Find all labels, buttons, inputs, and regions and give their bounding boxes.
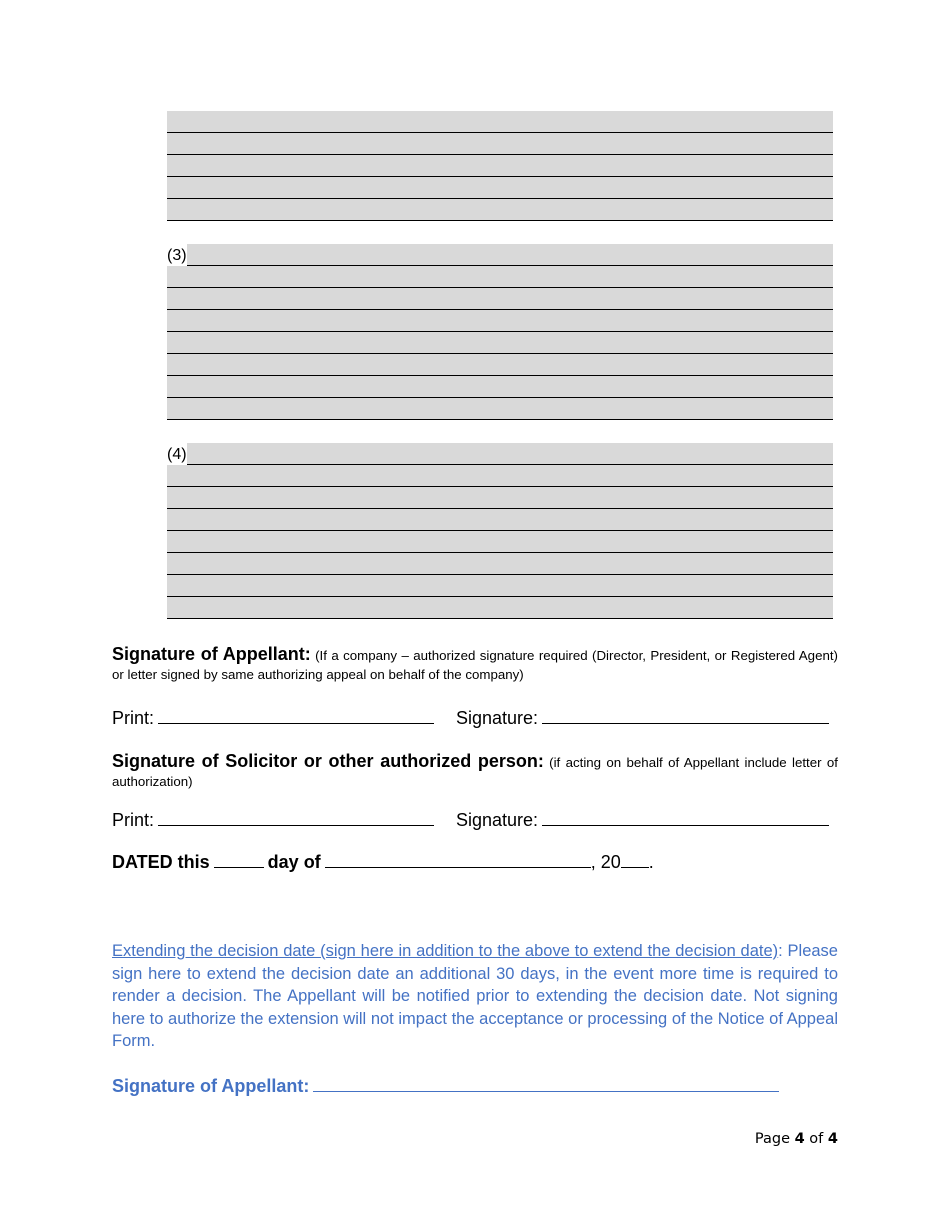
- dated-day-field[interactable]: [214, 851, 264, 868]
- appellant-print-line[interactable]: [158, 706, 434, 724]
- section-4-line-1[interactable]: [187, 443, 833, 465]
- section-4-line-4[interactable]: [167, 509, 833, 531]
- section-3-line-2[interactable]: [167, 266, 833, 288]
- extension-body: Please sign here to extend the decision date an additional 30 days, in the event more time is required to render a decision. The Appellant will be notified prior to extending the decision date. Not signing here to authorize the extension will not impact the acceptance or processing of the Notice of Appeal Form.: [112, 942, 838, 1050]
- dated-end: .: [648, 852, 654, 872]
- appellant-signature-field[interactable]: [456, 706, 829, 729]
- dated-year-field[interactable]: [621, 851, 649, 868]
- section-3-line-8[interactable]: [167, 398, 833, 420]
- appellant-print-signature-row: [112, 706, 838, 730]
- total-pages: 4: [827, 1131, 838, 1147]
- section-3-line-4[interactable]: [167, 310, 833, 332]
- appellant-signature-line[interactable]: [542, 706, 829, 724]
- section-3-label: (3): [167, 247, 187, 264]
- appellant-signature-label: Signature:: [456, 708, 539, 728]
- year-prefix: , 20: [590, 852, 621, 872]
- section-3-line-6[interactable]: [167, 354, 833, 376]
- section-2-line-1[interactable]: [167, 111, 833, 133]
- section-3-first-line[interactable]: [167, 244, 833, 266]
- solicitor-signature-heading: [112, 752, 838, 791]
- extension-paragraph: [112, 940, 838, 1053]
- section-3-line-5[interactable]: [167, 332, 833, 354]
- section-2-line-3[interactable]: [167, 155, 833, 177]
- appellant-print-label: Print:: [112, 708, 155, 728]
- page-number: [755, 1131, 838, 1147]
- section-4-line-5[interactable]: [167, 531, 833, 553]
- section-4: [167, 443, 833, 619]
- section-4-line-8[interactable]: [167, 597, 833, 619]
- section-2-lines: [167, 111, 833, 221]
- section-3: [167, 244, 833, 420]
- extension-signature-line[interactable]: [313, 1074, 779, 1092]
- solicitor-signature-field[interactable]: [456, 808, 829, 831]
- solicitor-signature-line[interactable]: [542, 808, 829, 826]
- extension-title: Extending the decision date (sign here in addition to the above to extend the decision date): [112, 942, 779, 960]
- page-word: Page: [754, 1131, 795, 1147]
- section-2-line-4[interactable]: [167, 177, 833, 199]
- section-4-label: (4): [167, 446, 187, 463]
- solicitor-note: (if acting on behalf of Appellant include letter of authorization): [112, 755, 838, 789]
- dated-month-field[interactable]: [325, 851, 591, 868]
- extension-signature-row: [112, 1074, 779, 1097]
- section-3-line-7[interactable]: [167, 376, 833, 398]
- solicitor-signature-label: Signature:: [456, 810, 539, 830]
- of-word: of: [804, 1131, 828, 1147]
- extension-signature-label: Signature of Appellant:: [112, 1076, 310, 1096]
- day-of-label: day of: [267, 852, 321, 872]
- section-4-line-7[interactable]: [167, 575, 833, 597]
- section-3-lines: [167, 266, 833, 420]
- dated-line: [112, 851, 654, 873]
- solicitor-print-label: Print:: [112, 810, 155, 830]
- section-4-first-line[interactable]: [167, 443, 833, 465]
- section-3-line-1[interactable]: [187, 244, 833, 266]
- appellant-heading-text: Signature of Appellant:: [112, 644, 311, 664]
- appellant-print-field[interactable]: [112, 706, 434, 729]
- appellant-note: (If a company – authorized signature required (Director, President, or Registered Agent) or letter signed by same authorizing appeal on behalf of the company): [112, 648, 838, 682]
- current-page: 4: [794, 1131, 805, 1147]
- solicitor-heading-text: Signature of Solicitor or other authorized person:: [112, 751, 544, 771]
- dated-this-label: DATED this: [112, 852, 210, 872]
- section-3-line-3[interactable]: [167, 288, 833, 310]
- section-2-line-2[interactable]: [167, 133, 833, 155]
- section-4-lines: [167, 465, 833, 619]
- section-4-line-6[interactable]: [167, 553, 833, 575]
- solicitor-print-signature-row: [112, 808, 838, 832]
- solicitor-print-line[interactable]: [158, 808, 434, 826]
- extension-colon: :: [778, 942, 783, 960]
- section-4-line-3[interactable]: [167, 487, 833, 509]
- section-2-line-5[interactable]: [167, 199, 833, 221]
- section-4-line-2[interactable]: [167, 465, 833, 487]
- solicitor-print-field[interactable]: [112, 808, 434, 831]
- appellant-signature-heading: [112, 645, 838, 684]
